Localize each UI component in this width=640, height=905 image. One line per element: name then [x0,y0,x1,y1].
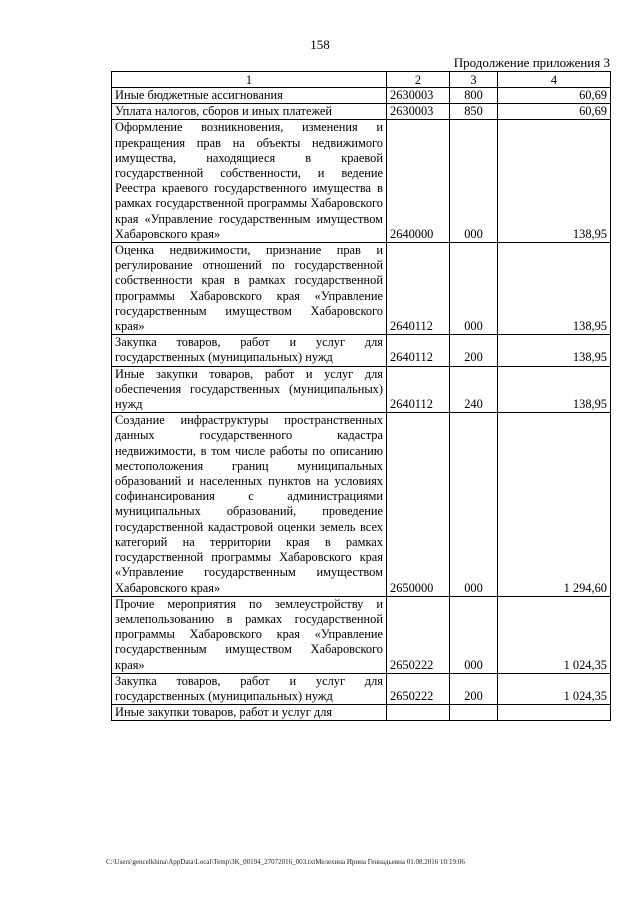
row-amount: 138,95 [498,366,611,413]
row-name: Оценка недвижимости, признание прав и регулирование отношений по государственной собственности края в рамках государственной программы Хабаровского края «Управление государственным имуществом Хабаровского края» [112,243,387,335]
row-name: Создание инфраструктуры пространственных данных государственного кадастра недвижимости, в том числе работы по описанию местоположения границ муниципальных образований и населенных пунктов на условиях софинансирования с администрациями муниципальных образований, проведение государственной кадастровой оценки земель всех категорий на территории края в рамках государственной программы Хабаровского края «Управление государственным имуществом Хабаровского края» [112,413,387,596]
row-target-code: 2650222 [387,673,450,704]
table-row [112,88,611,104]
row-expense-type: 000 [450,243,498,335]
row-expense-type: 850 [450,104,498,120]
row-expense-type: 000 [450,120,498,243]
table-row [112,413,611,596]
row-name: Оформление возникновения, изменения и прекращения прав на объекты недвижимого имущества, находящиеся в краевой государственной собственности, и ведение Реестра краевого государственного имущества в рамках государственной программы Хабаровского края «Управление государственным имуществом Хабаровского края» [112,120,387,243]
table-row [112,596,611,673]
row-target-code: 2650222 [387,596,450,673]
table-header-row [112,72,611,88]
appendix-continuation-label: Продолжение приложения 3 [453,55,610,70]
row-expense-type: 000 [450,413,498,596]
row-name: Закупка товаров, работ и услуг для государственных (муниципальных) нужд [112,335,387,366]
header-col-4: 4 [498,72,611,88]
row-name: Иные закупки товаров, работ и услуг для [112,705,387,721]
header-col-2: 2 [387,72,450,88]
row-amount: 60,69 [498,104,611,120]
budget-table [111,71,611,721]
row-target-code [387,705,450,721]
row-amount: 138,95 [498,335,611,366]
row-target-code: 2640112 [387,243,450,335]
table-row-partial [112,705,611,721]
row-target-code: 2630003 [387,88,450,104]
row-name: Прочие мероприятия по землеустройству и землепользованию в рамках государственной программы Хабаровского края «Управление государственным имуществом Хабаровского края» [112,596,387,673]
row-target-code: 2640112 [387,335,450,366]
table-row [112,335,611,366]
row-expense-type: 200 [450,335,498,366]
row-amount: 60,69 [498,88,611,104]
table-row [112,243,611,335]
header-col-1: 1 [112,72,387,88]
row-target-code: 2640000 [387,120,450,243]
row-amount: 138,95 [498,243,611,335]
row-name: Иные бюджетные ассигнования [112,88,387,104]
row-name: Закупка товаров, работ и услуг для государственных (муниципальных) нужд [112,673,387,704]
table-row [112,673,611,704]
table-row [112,120,611,243]
row-target-code: 2630003 [387,104,450,120]
row-target-code: 2650000 [387,413,450,596]
row-expense-type [450,705,498,721]
row-name: Уплата налогов, сборов и иных платежей [112,104,387,120]
row-amount: 138,95 [498,120,611,243]
file-path-footer: C:\Users\gencelkhina\AppData\Local\Temp\3K_00194_27072016_003.txtМелехина Ирина Геннадьевна 01.08.2016 10:19:06 [106,858,465,866]
row-amount: 1 024,35 [498,596,611,673]
row-target-code: 2640112 [387,366,450,413]
header-col-3: 3 [450,72,498,88]
row-expense-type: 000 [450,596,498,673]
table-row [112,366,611,413]
row-expense-type: 240 [450,366,498,413]
table-row [112,104,611,120]
row-amount: 1 024,35 [498,673,611,704]
row-amount [498,705,611,721]
row-name: Иные закупки товаров, работ и услуг для обеспечения государственных (муниципальных) нужд [112,366,387,413]
row-expense-type: 200 [450,673,498,704]
row-amount: 1 294,60 [498,413,611,596]
page-number: 158 [310,37,330,52]
row-expense-type: 800 [450,88,498,104]
